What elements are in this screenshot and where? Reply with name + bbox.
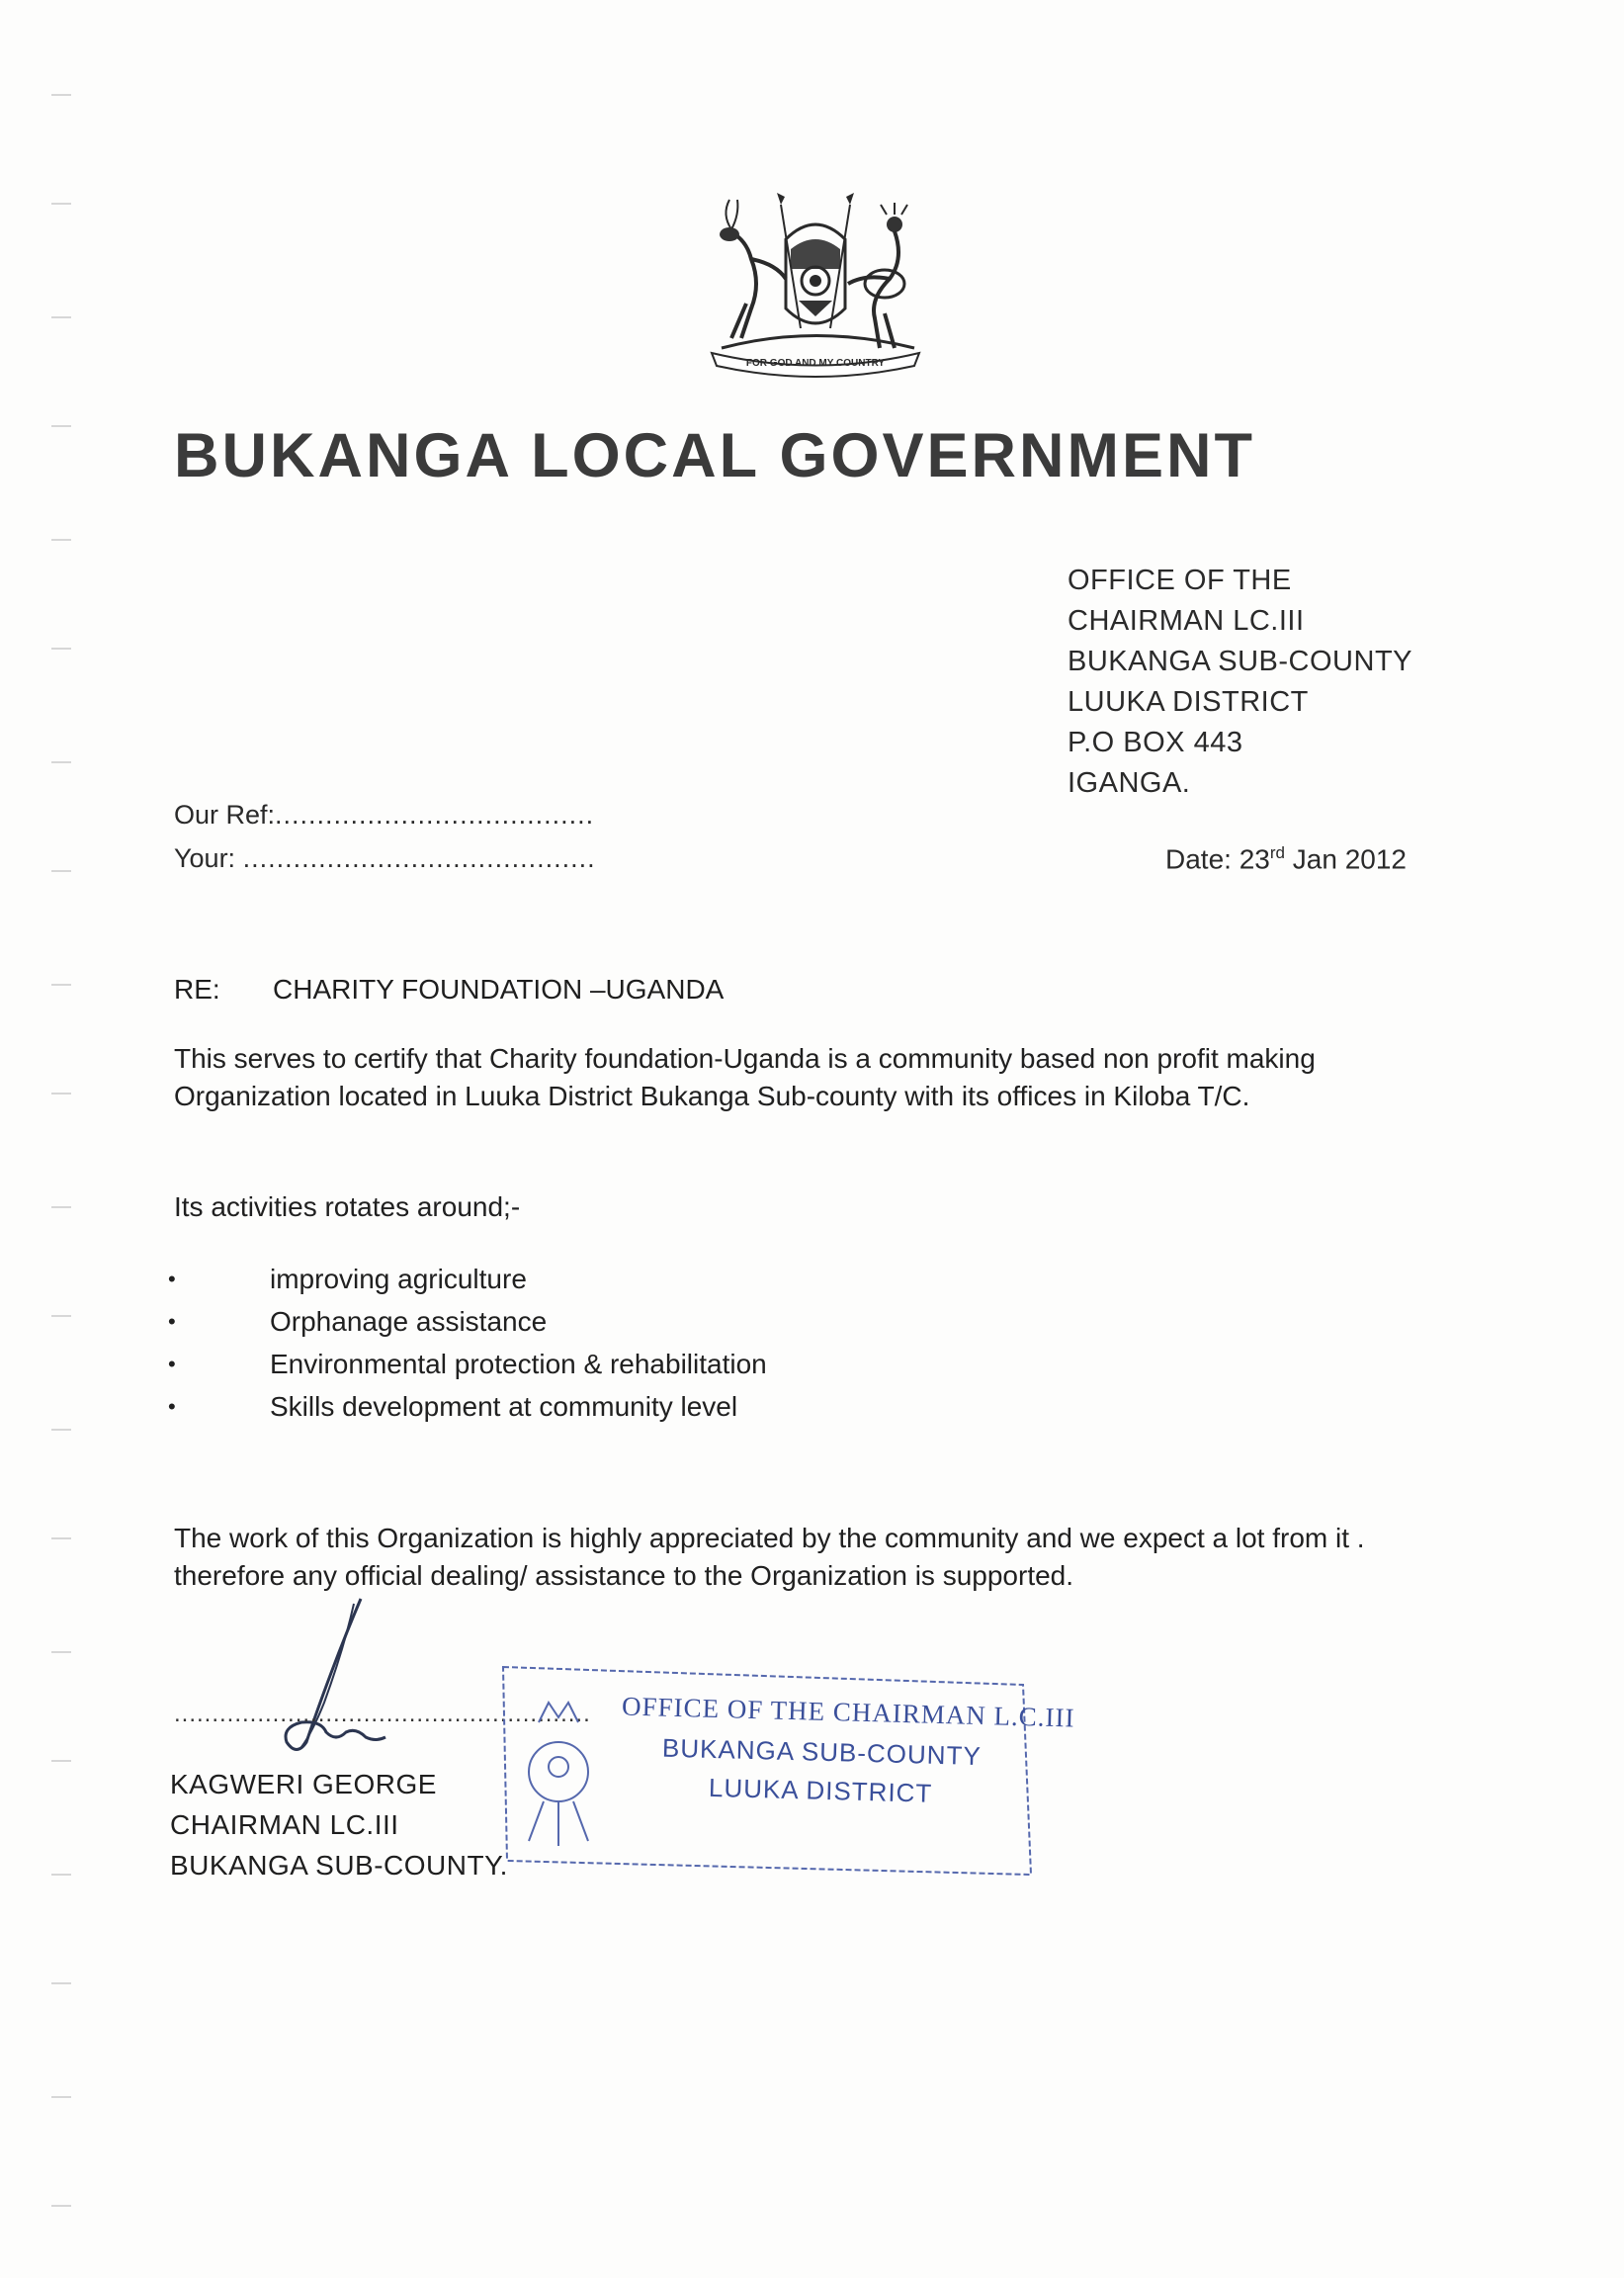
stamp-text — [620, 1691, 1075, 1812]
office-address — [1068, 561, 1412, 804]
stamp-line-2: BUKANGA SUB-COUNTY — [661, 1732, 983, 1772]
address-line: IGANGA. — [1068, 767, 1191, 799]
letterhead-title: BUKANGA LOCAL GOVERNMENT — [174, 421, 1255, 490]
stamp-line-1: OFFICE OF THE CHAIRMAN L.C.III — [621, 1691, 1075, 1733]
subject-text: CHARITY FOUNDATION –UGANDA — [273, 974, 725, 1005]
your-ref-label: Your: — [174, 843, 236, 873]
signatory-office: BUKANGA SUB-COUNTY. — [170, 1850, 508, 1881]
bullet-icon: • — [168, 1309, 176, 1334]
closing-paragraph: The work of this Organization is highly appreciated by the community and we expect a lot from it . therefore any official dealing/ assistance to the Organization is supported. — [174, 1523, 1365, 1591]
list-item: • Skills development at community level — [168, 1385, 767, 1428]
address-line: BUKANGA SUB-COUNTY — [1068, 646, 1412, 677]
list-item: • Orphanage assistance — [168, 1300, 767, 1343]
signature-line: ....................................................... — [174, 1701, 591, 1727]
bullet-icon: • — [168, 1394, 176, 1419]
coat-of-arms-icon — [692, 190, 939, 378]
address-line: P.O BOX 443 — [1068, 727, 1243, 758]
reference-block — [174, 793, 596, 880]
crest-motto: FOR GOD AND MY COUNTRY — [745, 358, 886, 369]
intro-paragraph: This serves to certify that Charity foundation-Uganda is a community based non profit making Organization located in Luuka District Bukanga Sub-county with its offices in Kiloba T/C. — [174, 1043, 1316, 1111]
letter-date — [1165, 843, 1407, 875]
subject-line — [174, 974, 724, 1006]
signatory-name: KAGWERI GEORGE — [170, 1769, 437, 1799]
list-item: • improving agriculture — [168, 1258, 767, 1300]
our-ref-value: ...................................... — [275, 800, 595, 830]
activities-list — [168, 1258, 767, 1428]
stamp-emblem-icon — [529, 1703, 588, 1846]
our-ref-label: Our Ref: — [174, 800, 276, 830]
your-ref-value: .......................................... — [242, 843, 596, 873]
your-ref — [174, 836, 596, 880]
signatory-title: CHAIRMAN LC.III — [170, 1809, 399, 1840]
signatory-block — [170, 1764, 508, 1885]
bullet-icon: • — [168, 1267, 176, 1291]
date-day: Date: 23 — [1165, 843, 1270, 875]
bullet-icon: • — [168, 1352, 176, 1376]
date-month-year: Jan 2012 — [1284, 843, 1407, 875]
our-ref — [174, 793, 596, 836]
date-suffix: rd — [1269, 843, 1285, 862]
stamp-line-3: LUUKA DISTRICT — [708, 1772, 933, 1808]
list-item: • Environmental protection & rehabilitation — [168, 1343, 767, 1385]
address-line: OFFICE OF THE — [1068, 565, 1292, 596]
address-line: CHAIRMAN LC.III — [1068, 605, 1305, 637]
handwritten-signature — [247, 1594, 425, 1762]
subject-label: RE: — [174, 974, 220, 1005]
activities-intro: Its activities rotates around;- — [174, 1191, 521, 1222]
address-line: LUUKA DISTRICT — [1068, 686, 1309, 718]
